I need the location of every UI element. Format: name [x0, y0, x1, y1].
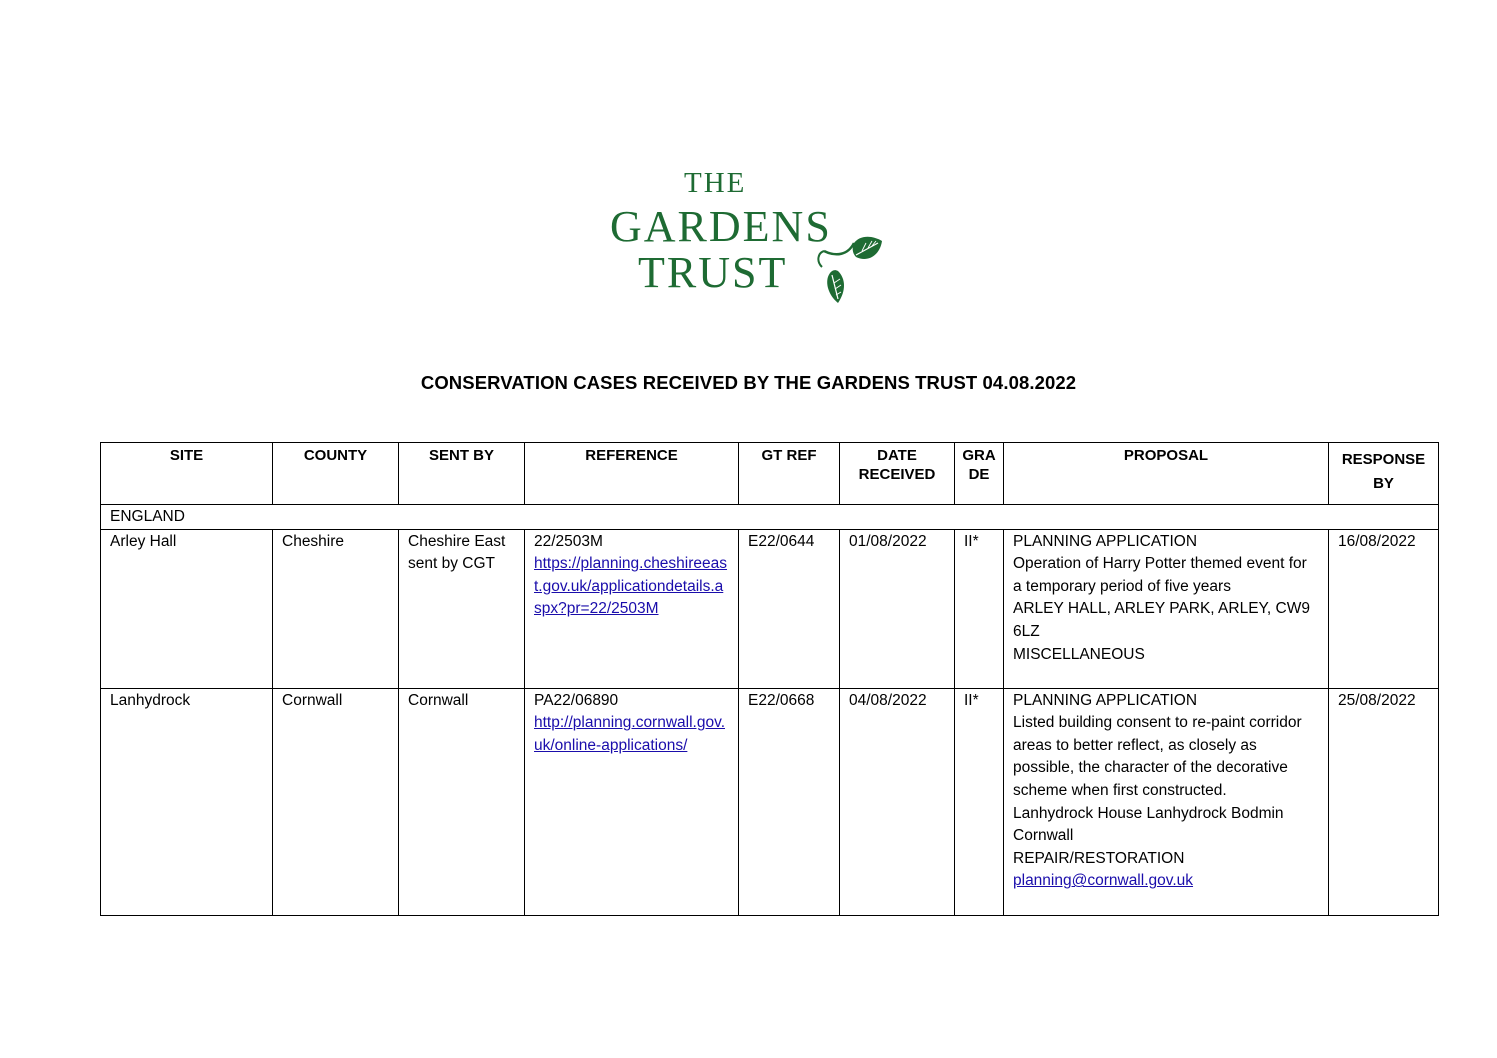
proposal-category: MISCELLANEOUS [1013, 645, 1145, 663]
cell-proposal [1004, 529, 1329, 688]
cell-response-by: 16/08/2022 [1329, 529, 1439, 688]
reference-link[interactable]: https://planning.cheshireeast.gov.uk/applicationdetails.aspx?pr=22/2503M [534, 555, 728, 618]
header-proposal: PROPOSAL [1004, 443, 1329, 505]
header-site: SITE [101, 443, 273, 505]
header-response-by: RESPONSE BY [1329, 443, 1439, 505]
cell-county: Cheshire [273, 529, 399, 688]
proposal-email-link[interactable]: planning@cornwall.gov.uk [1013, 872, 1194, 890]
proposal-type: PLANNING APPLICATION [1013, 532, 1198, 550]
proposal-category: REPAIR/RESTORATION [1013, 849, 1185, 867]
cell-response-by: 25/08/2022 [1329, 688, 1439, 915]
proposal-text: Listed building consent to re-paint corridor areas to better reflect, as closely as possible, the character of the decorative scheme when first constructed. [1013, 714, 1302, 799]
logo-line-gardens: GARDENS [610, 202, 832, 251]
region-row [101, 505, 1439, 530]
reference-code: 22/2503M [534, 532, 603, 550]
proposal-text: Operation of Harry Potter themed event for a temporary period of five years [1013, 555, 1307, 595]
header-sent-by: SENT BY [399, 443, 525, 505]
proposal-address: Lanhydrock House Lanhydrock Bodmin Cornwall [1013, 804, 1284, 845]
header-date-received: DATE RECEIVED [840, 443, 955, 505]
header-gt-ref: GT REF [739, 443, 840, 505]
header-county: COUNTY [273, 443, 399, 505]
logo-line-the: THE [684, 167, 747, 199]
header-reference: REFERENCE [525, 443, 739, 505]
proposal-type: PLANNING APPLICATION [1013, 691, 1198, 709]
cell-sent-by: Cheshire East sent by CGT [399, 529, 525, 688]
cell-site: Lanhydrock [101, 688, 273, 915]
cell-date-received: 04/08/2022 [840, 688, 955, 915]
gardens-trust-logo [610, 165, 890, 305]
table-header-row [101, 443, 1439, 505]
cell-county: Cornwall [273, 688, 399, 915]
header-grade: GRADE [955, 443, 1004, 505]
cell-site: Arley Hall [101, 529, 273, 688]
document-title: CONSERVATION CASES RECEIVED BY THE GARDENS TRUST 04.08.2022 [420, 372, 1077, 393]
cell-sent-by: Cornwall [399, 688, 525, 915]
cell-grade: II* [955, 688, 1004, 915]
cases-table [100, 442, 1439, 916]
table-row [101, 529, 1439, 688]
table-row [101, 688, 1439, 915]
cell-proposal [1004, 688, 1329, 915]
region-label: ENGLAND [101, 505, 1439, 530]
cell-reference [525, 529, 739, 688]
reference-code: PA22/06890 [534, 691, 619, 709]
logo-line-trust: TRUST [638, 248, 788, 297]
cell-date-received: 01/08/2022 [840, 529, 955, 688]
cell-gt-ref: E22/0668 [739, 688, 840, 915]
cell-gt-ref: E22/0644 [739, 529, 840, 688]
cell-reference [525, 688, 739, 915]
cell-grade: II* [955, 529, 1004, 688]
reference-link[interactable]: http://planning.cornwall.gov.uk/online-applications/ [534, 714, 725, 754]
leaf-icon [810, 195, 890, 305]
proposal-address: ARLEY HALL, ARLEY PARK, ARLEY, CW9 6LZ [1013, 600, 1310, 640]
